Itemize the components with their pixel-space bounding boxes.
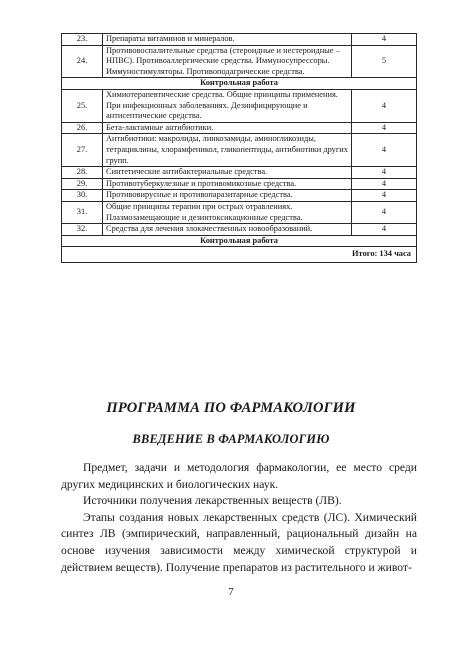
table-row	[62, 122, 417, 134]
table-row	[62, 167, 417, 179]
section-label: Контрольная работа	[62, 78, 417, 90]
paragraph: Этапы создания новых лекарственных средств (ЛС). Химический синтез ЛВ (эмпирический, направленный, рациональный дизайн на основе изучения зависимости между химической структурой и действием веществ). Получение препаратов из растительного и живот-	[61, 510, 417, 574]
topic-title: Антибиотики: макролиды, линкозамиды, аминогликозиды, тетрациклины, хлорамфеникол, гликопептиды, антибиотики других групп.	[103, 134, 352, 167]
topic-title: Противовирусные и противопаразитарные средства.	[103, 190, 352, 202]
section-row	[62, 78, 417, 90]
topic-number: 32.	[62, 224, 103, 236]
page-number: 7	[228, 586, 234, 598]
topic-hours: 4	[352, 134, 417, 167]
topic-number: 24.	[62, 45, 103, 78]
topic-hours: 4	[352, 224, 417, 236]
table-row	[62, 89, 417, 122]
paragraph: Предмет, задачи и методология фармакологии, ее место среди других медицинских и биологических наук.	[61, 461, 417, 491]
topic-hours: 4	[352, 201, 417, 223]
body-text	[61, 460, 417, 576]
topic-title: Противовоспалительные средства (стероидные и нестероидные – НПВС). Противоаллергические средства. Иммуносупрессоры. Иммуностимуляторы. Противоподагрические средства.	[103, 45, 352, 78]
section-heading: ВВЕДЕНИЕ В ФАРМАКОЛОГИЮ	[132, 432, 330, 446]
table-row	[62, 224, 417, 236]
topic-hours: 4	[352, 190, 417, 202]
section-row	[62, 235, 417, 247]
table-row	[62, 190, 417, 202]
topic-number: 26.	[62, 122, 103, 134]
paragraph: Источники получения лекарственных веществ (ЛВ).	[83, 494, 342, 508]
table-row	[62, 34, 417, 46]
topic-title: Бета-лактамные антибиотики.	[103, 122, 352, 134]
topic-title: Синтетические антибактериальные средства.	[103, 167, 352, 179]
topic-title: Средства для лечения злокачественных новообразований.	[103, 224, 352, 236]
topic-hours: 4	[352, 89, 417, 122]
topic-number: 25.	[62, 89, 103, 122]
topic-number: 27.	[62, 134, 103, 167]
table-row	[62, 178, 417, 190]
topic-hours: 4	[352, 167, 417, 179]
total-hours: Итого: 134 часа	[62, 247, 417, 263]
topic-number: 29.	[62, 178, 103, 190]
topic-title: Химиотерапевтические средства. Общие принципы применения. При инфекционных заболеваниях. Дезинфицирующие и антисептические средства.	[103, 89, 352, 122]
topic-number: 28.	[62, 167, 103, 179]
topic-hours: 4	[352, 122, 417, 134]
topic-hours: 5	[352, 45, 417, 78]
curriculum-table-body	[62, 34, 417, 263]
topic-number: 30.	[62, 190, 103, 202]
topic-title: Препараты витаминов и минералов.	[103, 34, 352, 46]
topic-hours: 4	[352, 34, 417, 46]
table-row	[62, 134, 417, 167]
table-row	[62, 45, 417, 78]
topic-hours: 4	[352, 178, 417, 190]
table-row	[62, 201, 417, 223]
program-heading: ПРОГРАММА ПО ФАРМАКОЛОГИИ	[106, 400, 356, 416]
topic-number: 31.	[62, 201, 103, 223]
curriculum-table	[61, 33, 417, 263]
total-row	[62, 247, 417, 263]
topic-number: 23.	[62, 34, 103, 46]
topic-title: Противотуберкулезные и противомикозные средства.	[103, 178, 352, 190]
section-label: Контрольная работа	[62, 235, 417, 247]
topic-title: Общие принципы терапии при острых отравлениях. Плазмозамещающие и дезинтоксикационные средства.	[103, 201, 352, 223]
